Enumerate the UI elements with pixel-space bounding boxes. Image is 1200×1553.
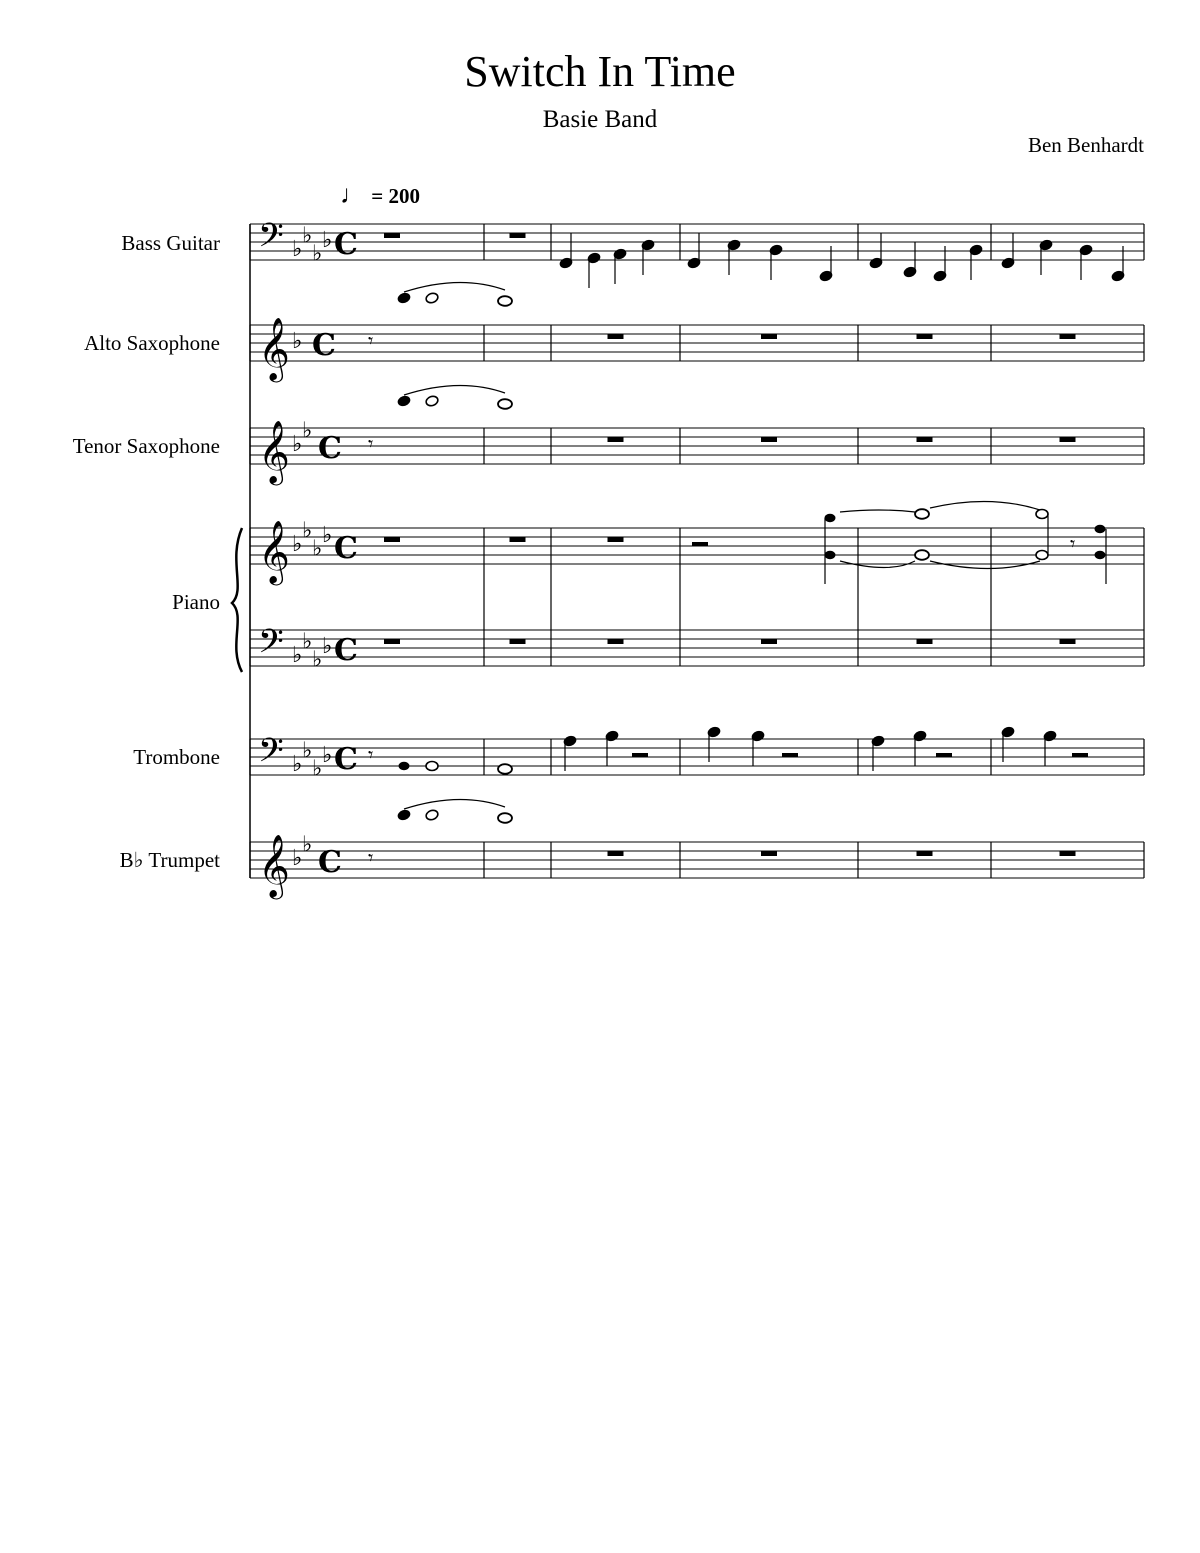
whole-rest-icon bbox=[608, 639, 624, 644]
bass-clef-icon: 𝄢 bbox=[258, 217, 284, 263]
whole-note bbox=[498, 296, 512, 306]
whole-note bbox=[915, 550, 929, 560]
tie bbox=[840, 510, 915, 512]
instrument-label-bass-guitar: Bass Guitar bbox=[121, 231, 220, 255]
whole-rest-icon bbox=[1060, 851, 1076, 856]
whole-rest-icon bbox=[917, 437, 933, 442]
flat-icon: ♭ bbox=[322, 228, 333, 253]
flat-icon: ♭ bbox=[292, 643, 303, 668]
flat-icon: ♭ bbox=[292, 329, 303, 354]
treble-clef-icon: 𝄞 bbox=[258, 317, 290, 380]
common-time-icon: C bbox=[334, 531, 358, 566]
common-time-icon: C bbox=[334, 633, 358, 668]
flat-icon: ♭ bbox=[292, 432, 303, 457]
notehead bbox=[1095, 551, 1106, 559]
whole-note bbox=[498, 813, 512, 823]
composer-name: Ben Benhardt bbox=[1027, 133, 1144, 157]
notehead bbox=[425, 395, 439, 408]
eighth-rest-icon: 𝄾 bbox=[368, 742, 374, 767]
tie bbox=[404, 799, 505, 809]
whole-rest-icon bbox=[1060, 334, 1076, 339]
flat-icon: ♭ bbox=[312, 536, 323, 562]
whole-rest-icon bbox=[917, 334, 933, 339]
tie bbox=[930, 501, 1040, 510]
quarter-note-icon: ♩ bbox=[340, 180, 366, 209]
notehead bbox=[1036, 551, 1048, 560]
score-subtitle: Basie Band bbox=[542, 106, 658, 133]
whole-rest-icon bbox=[761, 437, 777, 442]
flat-icon: ♭ bbox=[292, 532, 303, 557]
notehead bbox=[425, 292, 439, 305]
whole-rest-icon bbox=[384, 639, 400, 644]
flat-icon: ♭ bbox=[292, 846, 303, 871]
whole-rest-icon bbox=[608, 334, 624, 339]
eighth-rest-icon: 𝄾 bbox=[368, 845, 374, 870]
flat-icon: ♭ bbox=[302, 629, 313, 655]
treble-clef-icon: 𝄞 bbox=[258, 420, 290, 483]
half-rest-icon bbox=[632, 753, 648, 757]
notehead bbox=[425, 809, 439, 822]
flat-icon: ♭ bbox=[302, 518, 313, 544]
flat-icon: ♭ bbox=[292, 752, 303, 777]
flat-icon: ♭ bbox=[322, 634, 333, 659]
flat-icon: ♭ bbox=[312, 756, 323, 782]
instrument-label-trumpet: B♭ Trumpet bbox=[119, 848, 220, 872]
flat-icon: ♭ bbox=[322, 523, 333, 548]
treble-clef-icon: 𝄞 bbox=[258, 834, 290, 897]
whole-note bbox=[498, 399, 512, 409]
eighth-rest-icon: 𝄾 bbox=[368, 431, 374, 456]
whole-note bbox=[915, 509, 929, 519]
common-time-icon: C bbox=[318, 845, 342, 880]
whole-rest-icon bbox=[384, 233, 400, 238]
notehead bbox=[426, 762, 438, 771]
common-time-icon: C bbox=[312, 328, 336, 363]
whole-note bbox=[498, 764, 512, 774]
whole-rest-icon bbox=[917, 851, 933, 856]
flat-icon: ♭ bbox=[302, 832, 313, 858]
whole-rest-icon bbox=[510, 639, 526, 644]
eighth-rest-icon: 𝄾 bbox=[1070, 531, 1076, 556]
notehead bbox=[399, 762, 410, 770]
notehead bbox=[1036, 510, 1048, 519]
notehead bbox=[1095, 525, 1106, 533]
flat-icon: ♭ bbox=[312, 647, 323, 673]
half-rest-icon bbox=[782, 753, 798, 757]
tie bbox=[404, 282, 505, 292]
flat-icon: ♭ bbox=[302, 738, 313, 764]
common-time-icon: C bbox=[334, 227, 358, 262]
piano-brace bbox=[232, 528, 242, 672]
score-title: Switch In Time bbox=[464, 47, 736, 96]
whole-rest-icon bbox=[608, 851, 624, 856]
flat-icon: ♭ bbox=[302, 223, 313, 249]
tie bbox=[404, 385, 505, 395]
instrument-label-trombone: Trombone bbox=[133, 745, 220, 769]
whole-rest-icon bbox=[608, 437, 624, 442]
whole-rest-icon bbox=[1060, 437, 1076, 442]
common-time-icon: C bbox=[318, 431, 342, 466]
notehead bbox=[825, 551, 836, 559]
tempo-value: = 200 bbox=[371, 184, 420, 208]
instrument-label-piano: Piano bbox=[172, 590, 220, 614]
whole-rest-icon bbox=[608, 537, 624, 542]
flat-icon: ♭ bbox=[302, 418, 313, 444]
whole-rest-icon bbox=[761, 639, 777, 644]
whole-rest-icon bbox=[1060, 639, 1076, 644]
whole-rest-icon bbox=[510, 537, 526, 542]
flat-icon: ♭ bbox=[292, 237, 303, 262]
flat-icon: ♭ bbox=[322, 743, 333, 768]
bass-clef-icon: 𝄢 bbox=[258, 732, 284, 778]
bass-clef-icon: 𝄢 bbox=[258, 623, 284, 669]
whole-rest-icon bbox=[510, 233, 526, 238]
half-rest-icon bbox=[692, 542, 708, 546]
notehead bbox=[825, 514, 836, 522]
whole-rest-icon bbox=[384, 537, 400, 542]
instrument-label-tenor-saxophone: Tenor Saxophone bbox=[72, 434, 220, 458]
common-time-icon: C bbox=[334, 742, 358, 777]
half-rest-icon bbox=[1072, 753, 1088, 757]
whole-rest-icon bbox=[917, 639, 933, 644]
treble-clef-icon: 𝄞 bbox=[258, 520, 290, 583]
eighth-rest-icon: 𝄾 bbox=[368, 328, 374, 353]
tie bbox=[930, 561, 1040, 569]
whole-rest-icon bbox=[761, 851, 777, 856]
whole-rest-icon bbox=[761, 334, 777, 339]
instrument-label-alto-saxophone: Alto Saxophone bbox=[84, 331, 220, 355]
half-rest-icon bbox=[936, 753, 952, 757]
flat-icon: ♭ bbox=[312, 241, 323, 267]
